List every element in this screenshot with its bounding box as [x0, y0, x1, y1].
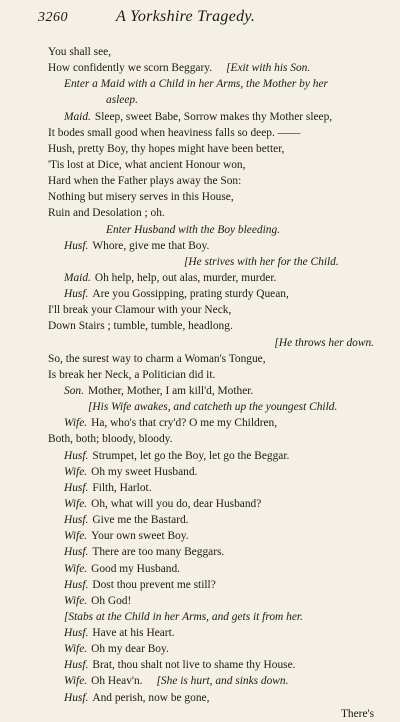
text-line — [38, 222, 378, 238]
text-line — [38, 109, 378, 125]
line-text: Oh my sweet Husband. — [91, 465, 198, 478]
text-line — [38, 625, 378, 641]
page-header — [38, 8, 378, 44]
stage-direction: [She is hurt, and sinks down. — [156, 675, 289, 688]
text-line — [38, 205, 378, 221]
text-line — [38, 286, 378, 302]
text-line — [38, 657, 378, 673]
line-text: Oh my dear Boy. — [91, 643, 169, 656]
line-text: [Stabs at the Child in her Arms, and gets it from her. — [64, 610, 303, 623]
text-line — [38, 480, 378, 496]
line-text: Oh God! — [91, 594, 132, 607]
line-text: I'll break your Clamour with your Neck, — [48, 304, 232, 317]
text-line — [38, 690, 378, 706]
text-line — [38, 383, 378, 399]
line-text: Enter a Maid with a Child in her Arms, the Mother by her — [64, 78, 328, 91]
line-text: Oh, what will you do, dear Husband? — [91, 497, 262, 510]
line-text: And perish, now be gone, — [92, 691, 210, 704]
line-text: Dost thou prevent me still? — [92, 578, 216, 591]
speaker-name: Wife. — [64, 530, 88, 543]
line-text: Good my Husband. — [91, 562, 180, 575]
text-line — [38, 609, 378, 625]
text-line — [38, 431, 378, 447]
line-text: Ha, who's that cry'd? O me my Children, — [91, 417, 278, 430]
speaker-name: Son. — [64, 384, 84, 397]
text-line — [38, 238, 378, 254]
text-line — [38, 60, 378, 76]
play-text — [38, 44, 378, 706]
line-text: asleep. — [106, 94, 138, 107]
line-text: Whore, give me that Boy. — [92, 239, 210, 252]
line-text: So, the surest way to charm a Woman's Tongue, — [48, 352, 266, 365]
text-line — [38, 335, 378, 351]
speaker-name: Maid. — [64, 110, 91, 123]
line-text: Give me the Bastard. — [92, 514, 189, 527]
text-line — [38, 254, 378, 270]
speaker-name: Husf. — [64, 691, 89, 704]
text-line — [38, 157, 378, 173]
text-line — [38, 399, 378, 415]
text-line — [38, 464, 378, 480]
speaker-name: Wife. — [64, 675, 88, 688]
text-line — [38, 577, 378, 593]
page-number: 3260 — [38, 10, 68, 25]
running-title: A Yorkshire Tragedy. — [116, 8, 256, 25]
text-line — [38, 512, 378, 528]
speaker-name: Husf. — [64, 659, 89, 672]
line-text: Hush, pretty Boy, thy hopes might have been better, — [48, 142, 285, 155]
speaker-name: Husf. — [64, 239, 89, 252]
line-text: Are you Gossipping, prating sturdy Quean, — [92, 288, 289, 301]
text-line — [38, 125, 378, 141]
line-text: Oh Heav'n. — [91, 675, 143, 688]
speaker-name: Maid. — [64, 271, 91, 284]
text-line — [38, 173, 378, 189]
speaker-name: Wife. — [64, 497, 88, 510]
text-line — [38, 44, 378, 60]
line-text: Filth, Harlot. — [92, 481, 152, 494]
line-text: Mother, Mother, I am kill'd, Mother. — [87, 384, 254, 397]
line-text: How confidently we scorn Beggary. — [48, 62, 213, 75]
line-text: Both, both; bloody, bloody. — [48, 433, 173, 446]
text-line — [38, 544, 378, 560]
text-line — [38, 351, 378, 367]
text-line — [38, 270, 378, 286]
text-line — [38, 92, 378, 108]
speaker-name: Wife. — [64, 594, 88, 607]
line-text: Is break her Neck, a Politician did it. — [48, 368, 216, 381]
speaker-name: Wife. — [64, 643, 88, 656]
text-line — [38, 641, 378, 657]
line-text: Nothing but misery serves in this House, — [48, 191, 234, 204]
line-text: Strumpet, let go the Boy, let go the Beggar. — [92, 449, 290, 462]
speaker-name: Husf. — [64, 546, 89, 559]
text-line — [38, 367, 378, 383]
line-text: You shall see, — [48, 46, 112, 58]
stage-direction: [Exit with his Son. — [226, 62, 311, 75]
line-text: Your own sweet Boy. — [91, 530, 189, 543]
text-line — [38, 76, 378, 92]
text-line — [38, 189, 378, 205]
speaker-name: Husf. — [64, 514, 89, 527]
line-text: Hard when the Father plays away the Son: — [48, 175, 242, 188]
text-line — [38, 448, 378, 464]
speaker-name: Wife. — [64, 465, 88, 478]
text-line — [38, 496, 378, 512]
text-line — [38, 141, 378, 157]
line-text: It bodes small good when heaviness falls so deep. —— — [48, 126, 301, 139]
line-text: Sleep, sweet Babe, Sorrow makes thy Mother sleep, — [94, 110, 333, 123]
speaker-name: Husf. — [64, 288, 89, 301]
line-text: Ruin and Desolation ; oh. — [48, 207, 165, 220]
line-text: There are too many Beggars. — [92, 546, 225, 559]
text-line — [38, 528, 378, 544]
text-line — [38, 561, 378, 577]
line-text: 'Tis lost at Dice, what ancient Honour won, — [48, 158, 246, 171]
speaker-name: Husf. — [64, 481, 89, 494]
line-text: Enter Husband with the Boy bleeding. — [106, 223, 280, 236]
line-text: Oh help, help, out alas, murder, murder. — [94, 271, 277, 284]
speaker-name: Husf. — [64, 627, 89, 640]
speaker-name: Wife. — [64, 562, 88, 575]
text-line — [38, 302, 378, 318]
text-line — [38, 318, 378, 334]
catchword: There's — [340, 707, 374, 720]
text-line — [38, 593, 378, 609]
line-text: [He throws her down. — [274, 336, 374, 349]
line-text: [His Wife awakes, and catcheth up the youngest Child. — [88, 401, 338, 414]
line-text: Down Stairs ; tumble, tumble, headlong. — [48, 320, 233, 333]
speaker-name: Husf. — [64, 578, 89, 591]
line-text: Brat, thou shalt not live to shame thy House. — [92, 659, 296, 672]
text-line — [38, 673, 378, 689]
text-line — [38, 415, 378, 431]
line-text: [He strives with her for the Child. — [184, 255, 339, 268]
speaker-name: Husf. — [64, 449, 89, 462]
speaker-name: Wife. — [64, 417, 88, 430]
line-text: Have at his Heart. — [92, 627, 175, 640]
